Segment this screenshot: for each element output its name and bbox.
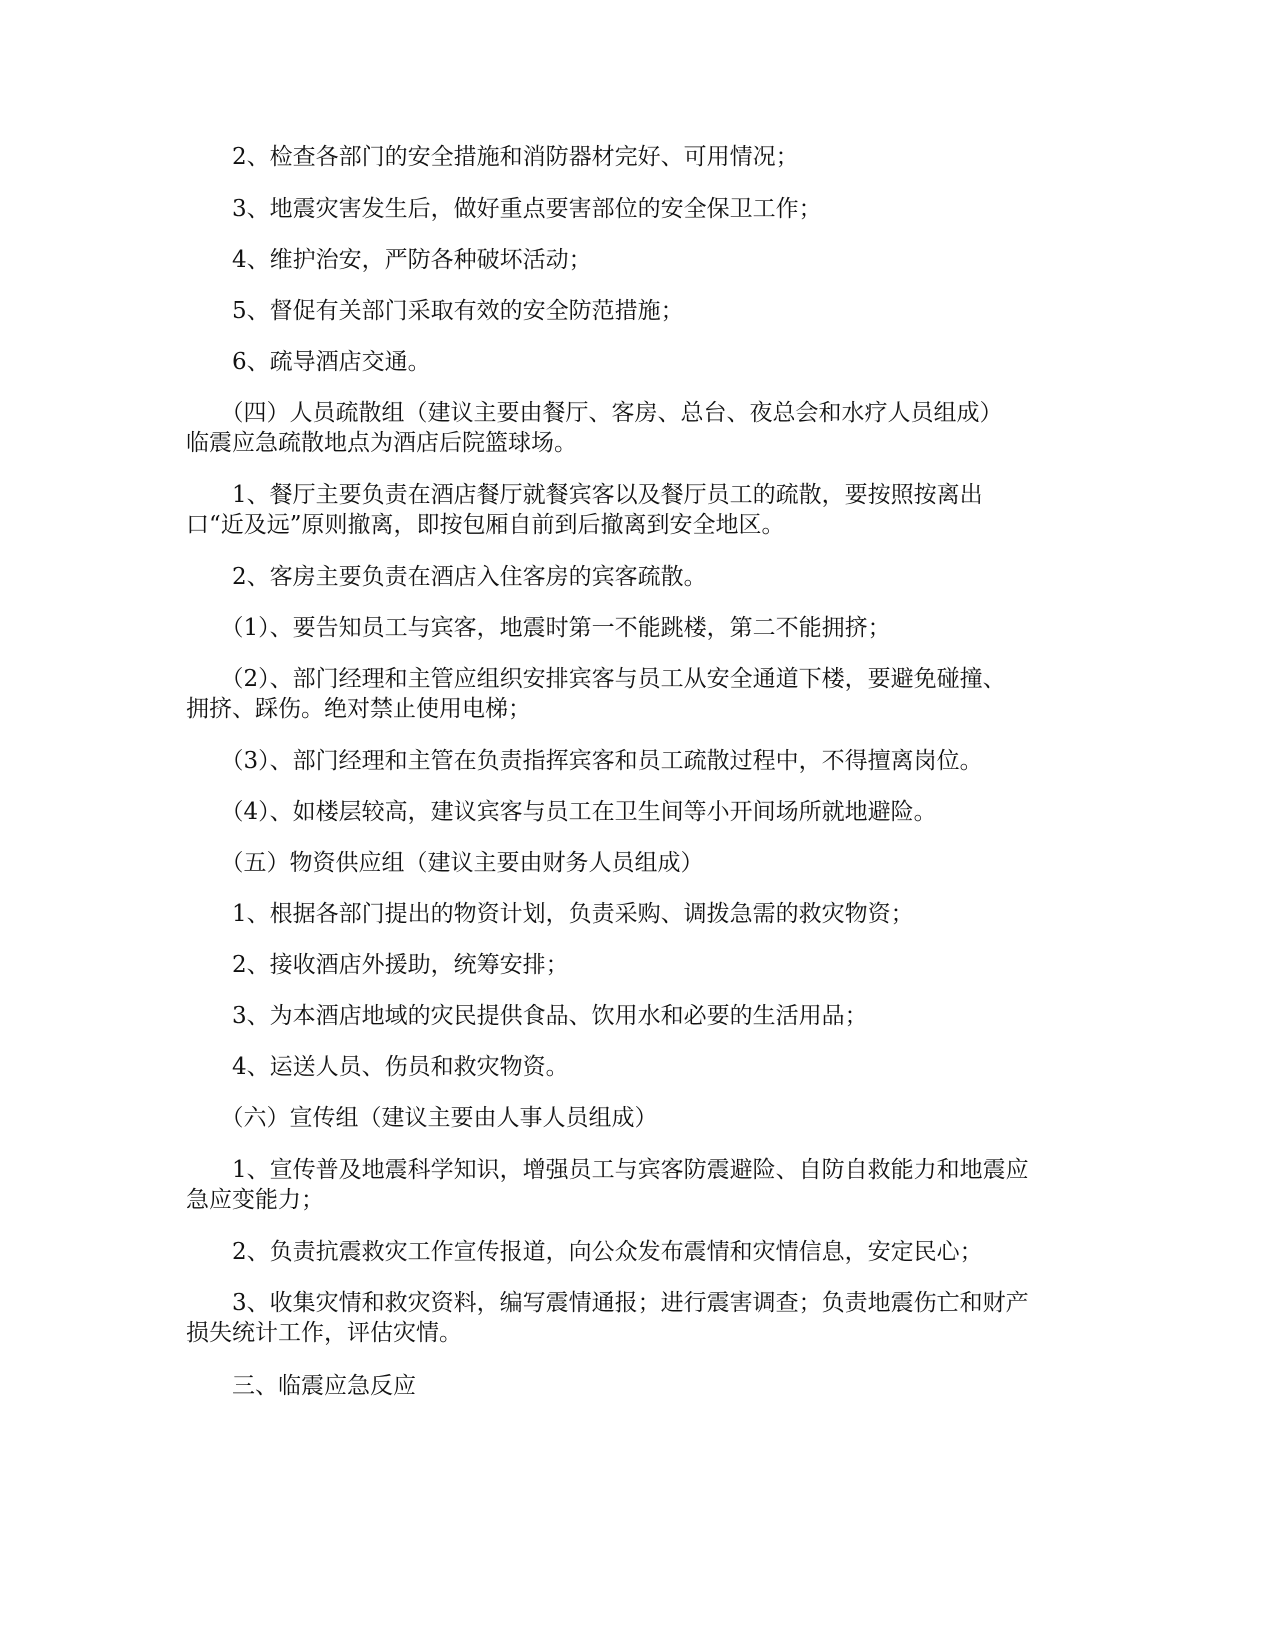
paragraph [186, 296, 1086, 326]
paragraph [186, 398, 1086, 458]
paragraph-line: 3、收集灾情和救灾资料，编写震情通报；进行震害调查；负责地震伤亡和财产 [186, 1290, 1029, 1316]
paragraph-line: 6、疏导酒店交通。 [186, 349, 431, 375]
paragraph [186, 899, 1086, 929]
paragraph-line: （3）、部门经理和主管在负责指挥宾客和员工疏散过程中，不得擅离岗位。 [186, 748, 983, 774]
paragraph-line: 拥挤、踩伤。绝对禁止使用电梯； [186, 696, 531, 722]
paragraph [186, 664, 1086, 724]
paragraph-line: 2、接收酒店外援助，统筹安排； [186, 952, 569, 978]
paragraph-line: 1、宣传普及地震科学知识，增强员工与宾客防震避险、自防自救能力和地震应 [186, 1157, 1029, 1183]
paragraph [186, 347, 1086, 377]
paragraph-line: 5、督促有关部门采取有效的安全防范措施； [186, 298, 684, 324]
paragraph [186, 1001, 1086, 1031]
paragraph-line: 三、临震应急反应 [186, 1373, 416, 1399]
paragraph-line: 临震应急疏散地点为酒店后院篮球场。 [186, 430, 577, 456]
paragraph-line: 4、维护治安，严防各种破坏活动； [186, 247, 592, 273]
paragraph-line: （四）人员疏散组（建议主要由餐厅、客房、总台、夜总会和水疗人员组成） [186, 400, 1003, 426]
paragraph-line: 1、餐厅主要负责在酒店餐厅就餐宾客以及餐厅员工的疏散，要按照按离出 [186, 482, 983, 508]
paragraph [186, 797, 1086, 827]
paragraph-line: （2）、部门经理和主管应组织安排宾客与员工从安全通道下楼，要避免碰撞、 [186, 666, 1006, 692]
paragraph-line: （1）、要告知员工与宾客，地震时第一不能跳楼，第二不能拥挤； [186, 615, 891, 641]
paragraph [186, 562, 1086, 592]
paragraph-line: 3、为本酒店地域的灾民提供食品、饮用水和必要的生活用品； [186, 1003, 868, 1029]
paragraph-line: （六）宣传组（建议主要由人事人员组成） [186, 1105, 658, 1131]
paragraph [186, 194, 1086, 224]
paragraph-line: 3、地震灾害发生后，做好重点要害部位的安全保卫工作； [186, 196, 822, 222]
paragraph [186, 1052, 1086, 1082]
paragraph-line: 急应变能力； [186, 1187, 324, 1213]
paragraph [186, 142, 1086, 172]
paragraph-line: 2、负责抗震救灾工作宣传报道，向公众发布震情和灾情信息，安定民心； [186, 1239, 983, 1265]
paragraph-line: 4、运送人员、伤员和救灾物资。 [186, 1054, 569, 1080]
paragraph-line: 2、检查各部门的安全措施和消防器材完好、可用情况； [186, 144, 799, 170]
paragraph [186, 480, 1086, 540]
paragraph-line: 口“近及远”原则撤离，即按包厢自前到后撤离到安全地区。 [186, 512, 785, 538]
paragraph [186, 613, 1086, 643]
paragraph [186, 950, 1086, 980]
paragraph [186, 848, 1086, 878]
paragraph [186, 1237, 1086, 1267]
paragraph [186, 1288, 1086, 1348]
paragraph [186, 1371, 1086, 1401]
paragraph [186, 1155, 1086, 1215]
paragraph-line: 2、客房主要负责在酒店入住客房的宾客疏散。 [186, 564, 707, 590]
paragraph-line: 1、根据各部门提出的物资计划，负责采购、调拨急需的救灾物资； [186, 901, 914, 927]
paragraph [186, 1103, 1086, 1133]
paragraph [186, 746, 1086, 776]
paragraph-line: 损失统计工作，评估灾情。 [186, 1320, 462, 1346]
paragraph-line: （五）物资供应组（建议主要由财务人员组成） [186, 850, 704, 876]
paragraph [186, 245, 1086, 275]
paragraph-line: （4）、如楼层较高，建议宾客与员工在卫生间等小开间场所就地避险。 [186, 799, 937, 825]
